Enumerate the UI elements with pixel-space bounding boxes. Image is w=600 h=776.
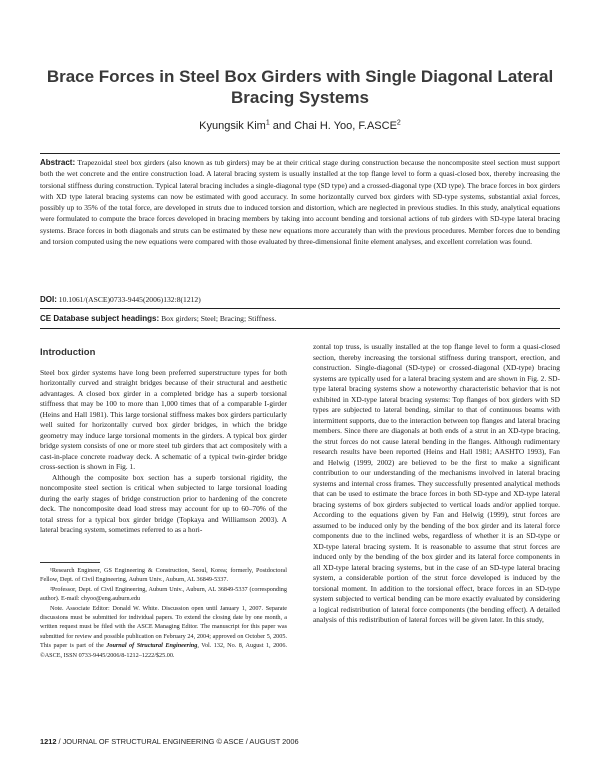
subject-headings-value: Box girders; Steel; Bracing; Stiffness. [161,314,277,323]
section-heading-introduction: Introduction [40,347,96,358]
paper-title: Brace Forces in Steel Box Girders with Single Diagonal Lateral Bracing Systems [46,67,554,107]
right-column [313,342,560,626]
subject-headings-label: CE Database subject headings: [40,314,160,323]
body-paragraph: Steel box girder systems have long been preferred superstructure types for both horizontally curved and straight bridges because of their structural and aesthetic advantages. A closed box girder in a completed bridge has a superb torsional stiffness that may be 100 to more than 1,000 times that of a comparable I-girder (Heins and Hall 1981). This large torsional stiffness makes box girders particularly well suited for horizontally curved box girder bridges, in which the bridge geometry may induce large torsional moments in the girders. A typical box girder bridge system consists of one or more steel tub girders that act compositely with a cast-in-place concrete roadway deck. A schematic of a typical twin-girder bridge cross-section is shown in Fig. 1. [40,367,287,471]
running-footer: / JOURNAL OF STRUCTURAL ENGINEERING © ASCE / AUGUST 2006 [56,737,299,746]
page-number: 1212 [40,737,57,746]
left-column [40,342,287,536]
author-2-affiliation-mark: 2 [396,119,401,127]
editorial-note-text: Note. Associate Editor: Donald W. White. Discussion open until January 1, 2007. Separate discussions must be submitted for individual papers. To extend the closing date by one month, a written request must be filed with the ASCE Managing Editor. The manuscript for this paper was submitted for review and possible publication on February 24, 2004; approved on October 5, 2005. This paper is part of the [40,604,287,650]
editorial-note [40,604,287,660]
body-paragraph: zontal top truss, is usually installed at the top flange level to form a quasi-closed section, thereby increasing the torsional stiffness during transport, erection, and construction. Single-diagonal (SD-type) or crossed-diagonal (XD-type) bracing systems are typically used for a lateral bracing system and are shown in Fig. 2. SD-type lateral bracing systems show a noteworthy characteristic behavior that is not exhibited in XD-type lateral bracing systems: Top flanges of box girders with SD types are subjected to lateral bending, similar to that of continuous beams with intermittent supports, due to the interaction between top flanges and lateral bracing members. Since there are diagonals at both ends of a strut in an XD-type bracing, the strut forces do not cause lateral bending in the flanges. Although rudimentary research results have been reported (Heins and Hall 1981; AASHTO 1993), Fan and Helwig (1999, 2002) are believed to be the first to make a significant contribution to our understanding of the mechanisms involved in lateral bracing systems and internal cross frames. They successfully presented analytical methods that can be used to estimate the brace forces in both SD-type and XD-type lateral bracing systems of box girders subjected to vertical loads and/or applied torque. According to the equations given by Fan and Helwig (1999), strut forces are assumed to be induced only by the bending of the box girder and its lateral force components due to the inclined webs, regardless of whether it is an SD-type or XD-type lateral bracing system. It is reasonable to assume that strut forces are induced only by the bending of the box girder and its lateral force components in all XD-type lateral bracing systems, but in the case of an SD-type lateral bracing system, a considerable portion of the strut force developed is induced by the torsional moment. In addition to the torsional effect, brace forces in an SD-type system subjected to vertical bending can be more exactly evaluated by considering a logical redistribution of lateral force components (the bending effect). A detailed analysis of this redistribution of lateral forces will be given later. In this study, [313,342,560,624]
journal-name: Journal of Structural Engineering [106,642,198,650]
doi-line [40,294,560,305]
footnotes [40,566,287,660]
abstract-label: Abstract: [40,158,76,167]
doi-label: DOI: [40,295,57,304]
author-1-affiliation-mark: 1 [265,119,270,127]
keywords-top-rule [40,308,560,309]
editorial-note-tail: , Vol. 132, No. 8, August 1, 2006. ©ASCE, ISSN 0733-9445/2006/8-1212–1222/$25.00. [40,642,288,659]
page-footer [40,737,299,746]
footnote-1: ¹Research Engineer, GS Engineering & Construction, Seoul, Korea; formerly, Postdoctoral Fellow, Dept. of Civil Engineering, Auburn Univ., Auburn, AL 36849-5337. [40,567,287,584]
author-2: Chai H. Yoo, F.ASCE [294,120,397,132]
subject-headings [40,313,560,324]
body-paragraph: Although the composite box section has a superb torsional rigidity, the noncomposite steel section is critical when subjected to large torsional loading during the early stages of bridge construction prior to hardening of the concrete deck. The noncomposite dead load stress may account for up to 60–70% of the total stress for a typical box girder bridge (Topkaya and Williamson 2003). A lateral bracing system, sometimes referred to as a hori- [40,472,287,534]
author-line [40,120,560,132]
footnote-2: ²Professor, Dept. of Civil Engineering, Auburn Univ., Auburn, AL 36849-5337 (corresponding author). E-mail: chyoo@eng.auburn.edu [40,585,287,603]
keywords-bottom-rule [40,328,560,329]
doi-value[interactable]: 10.1061/(ASCE)0733-9445(2006)132:8(1212) [58,295,201,304]
author-joiner: and [269,120,295,132]
author-1: Kyungsik Kim [199,120,266,132]
abstract-top-rule [40,153,560,154]
footnote-rule [40,562,100,563]
abstract-text: Trapezoidal steel box girders (also known as tub girders) may be at their critical stage during construction because the noncomposite steel section must support both the wet concrete and the entire construction load. A lateral bracing system is usually installed at the top flange level to form a quasi-closed box, thereby increasing the torsional stiffness during construction. Typical lateral bracing includes a single-diagonal type (SD type) and a crossed-diagonal type (XD type). The brace forces in box girders with XD type lateral bracing systems can now be estimated with good accuracy. In some horizontally curved box girders with SD-type systems, substantial axial forces, possibly up to 35% of the total force, are developed in struts due to induced torsion and distortion, which are neglected in previous studies. In this study, analytical equations were formulated to compute the brace forces developed in bracing members by taking into account bending and torsional actions of tub girders with SD-type lateral bracing systems. Brace forces in both diagonals and struts can be estimated by these new equations more accurately than with the previous procedures. Member forces due to bending and torsion computed using the new equations were compared with those evaluated by three-dimensional finite element analyses, and excellent correlation was found. [40,158,560,247]
abstract [40,157,560,247]
